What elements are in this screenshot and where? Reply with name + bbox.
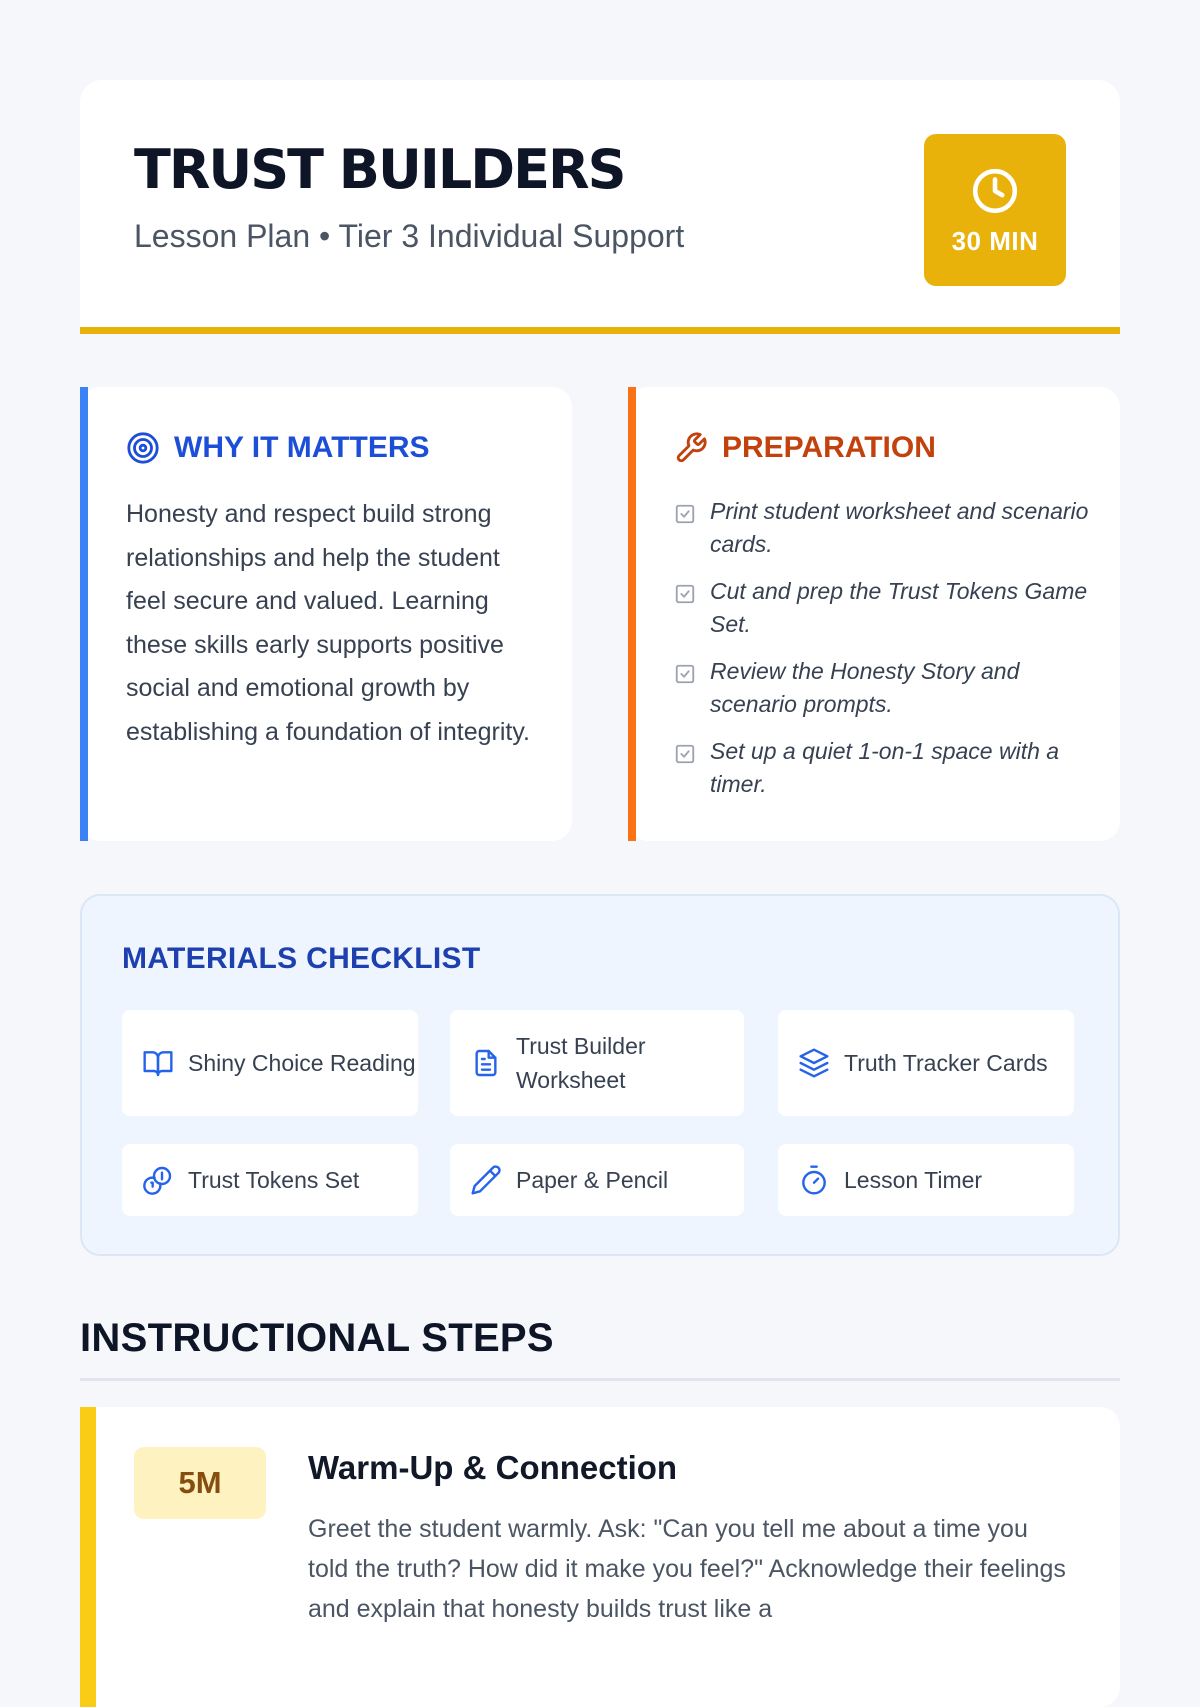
card-header (674, 431, 936, 465)
layers-icon (798, 1047, 830, 1079)
info-cards (80, 387, 1120, 841)
clock-icon (970, 166, 1020, 216)
why-it-matters-card (80, 387, 572, 841)
page-subtitle: Lesson Plan • Tier 3 Individual Support (134, 218, 685, 254)
duration-badge (924, 134, 1066, 286)
divider (80, 1378, 1120, 1381)
step-accent-bar (80, 1407, 96, 1707)
material-label: Paper & Pencil (516, 1167, 669, 1193)
step-title: Warm-Up & Connection (308, 1449, 678, 1486)
duration-label: 30 MIN (951, 225, 1039, 256)
wrench-icon (674, 431, 708, 465)
material-item (122, 1010, 418, 1116)
card-header (126, 431, 430, 465)
preparation-card (628, 387, 1120, 841)
coins-icon (142, 1164, 174, 1196)
preparation-item-text: Cut and prep the Trust Tokens Game Set. (710, 578, 1088, 637)
book-open-icon (142, 1047, 174, 1079)
page-title: TRUST BUILDERS (134, 138, 625, 201)
checkbox-icon (674, 503, 696, 525)
material-label: Truth Tracker Cards (844, 1050, 1048, 1076)
materials-heading: MATERIALS CHECKLIST (122, 942, 481, 975)
lesson-header (80, 80, 1120, 334)
checkbox-icon (674, 663, 696, 685)
material-item (122, 1144, 418, 1216)
card-accent-bar (628, 387, 636, 841)
timer-icon (798, 1164, 830, 1196)
material-item (778, 1010, 1074, 1116)
checkbox-icon (674, 743, 696, 765)
material-label: Trust Builder Worksheet (516, 1033, 646, 1093)
preparation-item (674, 655, 1094, 721)
card-accent-bar (80, 387, 88, 841)
step-description: Greet the student warmly. Ask: "Can you tell me about a time you told the truth? How did it make you feel?" Acknowledge their feelings and explain that honesty builds trust like a (308, 1515, 1066, 1623)
pencil-icon (470, 1164, 502, 1196)
steps-heading: INSTRUCTIONAL STEPS (80, 1316, 554, 1360)
preparation-list (674, 495, 1094, 815)
material-label: Lesson Timer (844, 1167, 983, 1193)
preparation-item (674, 735, 1094, 801)
step-duration-badge: 5M (134, 1447, 266, 1519)
material-item (450, 1010, 744, 1116)
preparation-item (674, 495, 1094, 561)
material-item (450, 1144, 744, 1216)
checkbox-icon (674, 583, 696, 605)
preparation-item-text: Review the Honesty Story and scenario prompts. (710, 658, 1020, 717)
material-label: Trust Tokens Set (188, 1167, 360, 1193)
materials-checklist (80, 894, 1120, 1256)
material-label: Shiny Choice Reading (188, 1050, 416, 1076)
preparation-item-text: Set up a quiet 1-on-1 space with a timer. (710, 738, 1060, 797)
target-icon (126, 431, 160, 465)
material-item (778, 1144, 1074, 1216)
preparation-item-text: Print student worksheet and scenario cards. (710, 498, 1089, 557)
card-heading: PREPARATION (722, 431, 936, 464)
card-heading: WHY IT MATTERS (174, 431, 430, 464)
preparation-item (674, 575, 1094, 641)
file-text-icon (470, 1047, 502, 1079)
lesson-plan-page (80, 80, 1120, 1623)
step-card (80, 1407, 1120, 1707)
why-body-text: Honesty and respect build strong relationships and help the student feel secure and valued. Learning these skills early supports positive social and emotional growth by establishing a foundation of integrity. (126, 500, 530, 746)
